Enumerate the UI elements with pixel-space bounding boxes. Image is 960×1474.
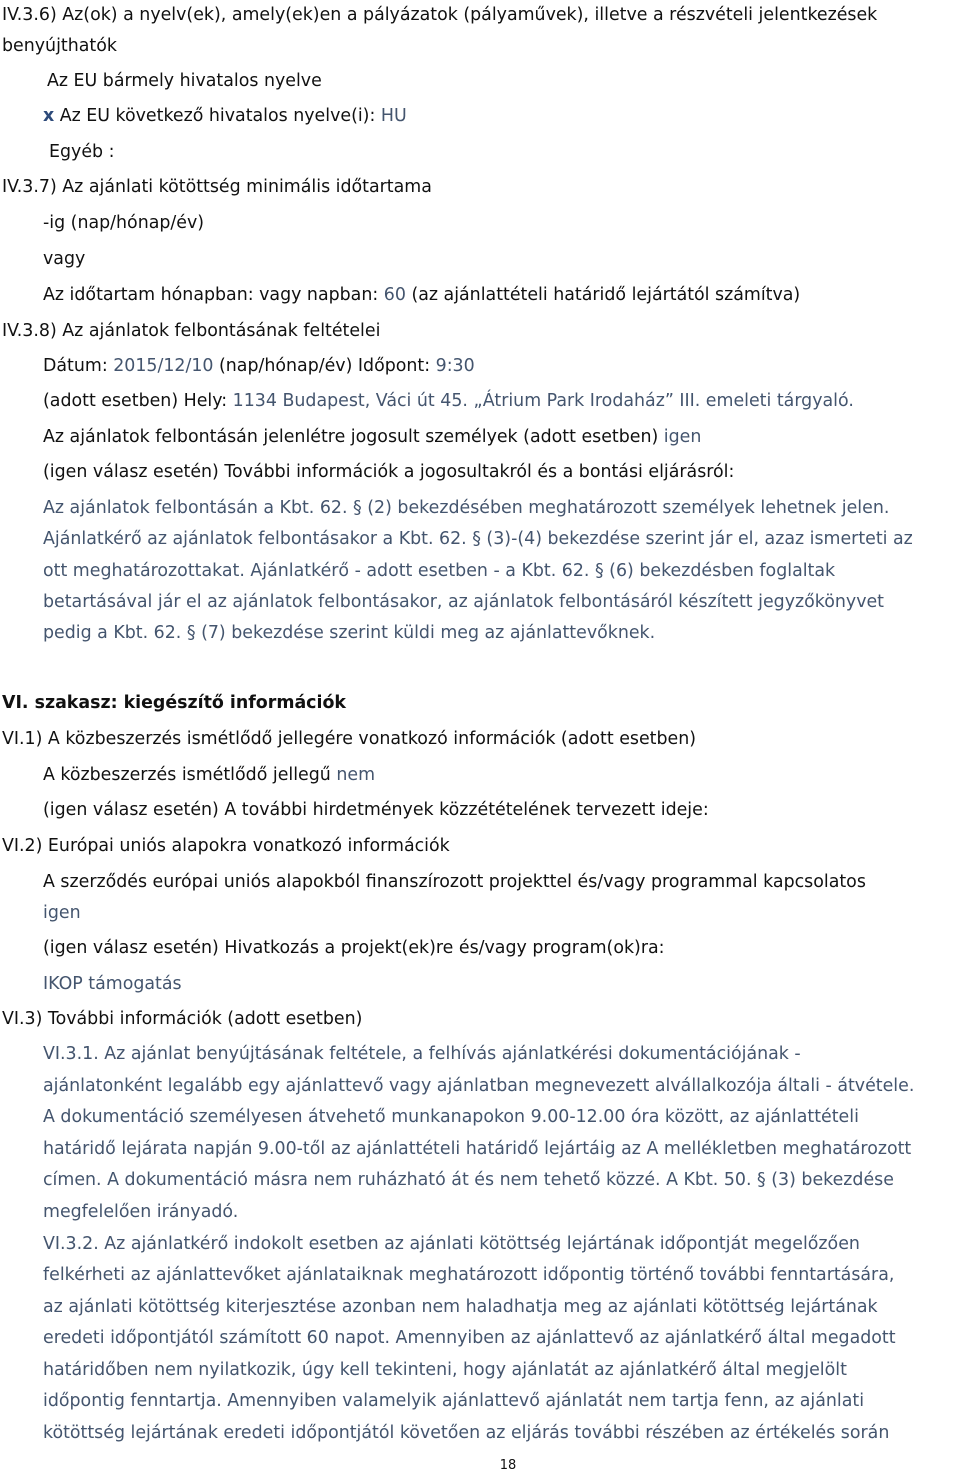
validity-duration-note: (az ajánlattételi határidő lejártától számítva): [411, 285, 801, 305]
eu-funds-reference-value: IKOP támogatás: [43, 974, 182, 994]
page-number: 18: [499, 1458, 517, 1473]
language-option-label: Az EU következő hivatalos nyelve(i):: [59, 106, 376, 126]
section-iv36-title: IV.3.6) Az(ok) a nyelv(ek), amely(ek)en a pályázatok (pályaművek), illetve a részvételi jelentkezések: [2, 5, 878, 25]
opening-date-line: [43, 355, 475, 377]
section-iv36-title-cont: benyújthatók: [2, 36, 117, 56]
validity-or: vagy: [43, 249, 86, 269]
opening-persons-label: Az ajánlatok felbontásán jelenlétre jogosult személyek (adott esetben): [43, 427, 659, 447]
language-value: HU: [380, 106, 407, 126]
eu-funds-reference-label: (igen válasz esetén) Hivatkozás a projekt(ek)re és/vagy program(ok)ra:: [43, 938, 665, 958]
recurring-label: A közbeszerzés ismétlődő jellegű: [43, 765, 331, 785]
section-iv38-title: IV.3.8) Az ajánlatok felbontásának feltételei: [2, 321, 381, 341]
opening-time-value: 9:30: [435, 356, 475, 376]
validity-duration-value: 60: [383, 285, 406, 305]
recurring-line: [43, 764, 375, 786]
opening-place-line: [43, 390, 854, 412]
opening-info-line: Ajánlatkérő az ajánlatok felbontásakor a Kbt. 62. § (3)-(4) bekezdése szerint jár el, azaz ismerteti az: [43, 529, 913, 549]
opening-info-line: Az ajánlatok felbontásán a Kbt. 62. § (2) bekezdésében meghatározott személyek lehetnek jelen.: [43, 498, 890, 518]
validity-date-line: -ig (nap/hónap/év): [43, 213, 205, 233]
additional-info-line: VI.3.1. Az ajánlat benyújtásának feltétele, a felhívás ajánlatkérési dokumentációjának -: [43, 1044, 801, 1064]
additional-info-line: időpontig fenntartja. Amennyiben valamelyik ajánlattevő ajánlatát nem tartja fenn, az ajánlati: [43, 1391, 865, 1411]
section-vi1-title: VI.1) A közbeszerzés ismétlődő jellegére vonatkozó információk (adott esetben): [2, 729, 697, 749]
opening-place-value: 1134 Budapest, Váci út 45. „Átrium Park Irodaház” III. emeleti tárgyaló.: [232, 391, 854, 411]
additional-info-line: kötöttség lejártának eredeti időpontjától követően az eljárás további részében az értékelés során: [43, 1423, 890, 1443]
recurring-value: nem: [336, 765, 376, 785]
section-vi-heading: VI. szakasz: kiegészítő információk: [2, 693, 346, 713]
language-option-specific: [43, 105, 407, 127]
additional-info-line: címen. A dokumentáció másra nem ruházható át és nem tehető közzé. A Kbt. 50. § (3) bekezdése: [43, 1170, 894, 1190]
opening-persons-value: igen: [663, 427, 702, 447]
additional-info-line: megfelelően irányadó.: [43, 1202, 239, 1222]
eu-funds-value: igen: [43, 903, 81, 923]
additional-info-line: az ajánlati kötöttség kiterjesztése azonban nem haladhatja meg az ajánlati kötöttség lejártának: [43, 1297, 878, 1317]
additional-info-line: felkérheti az ajánlattevőket ajánlataiknak meghatározott időpontig történő további fenntartására,: [43, 1265, 895, 1285]
additional-info-line: ajánlatonként legalább egy ajánlattevő vagy ajánlatban megnevezett alvállalkozója általi - átvétele.: [43, 1076, 915, 1096]
opening-date-format: (nap/hónap/év) Időpont:: [219, 356, 431, 376]
checked-mark: x: [43, 106, 55, 126]
validity-duration-label: Az időtartam hónapban: vagy napban:: [43, 285, 379, 305]
opening-date-label: Dátum:: [43, 356, 108, 376]
validity-duration: [43, 284, 800, 306]
opening-persons-line: [43, 426, 701, 448]
opening-date-value: 2015/12/10: [113, 356, 214, 376]
language-option-other: Egyéb :: [49, 142, 115, 162]
opening-info-label: (igen válasz esetén) További információk a jogosultakról és a bontási eljárásról:: [43, 462, 735, 482]
language-option-any: Az EU bármely hivatalos nyelve: [47, 71, 322, 91]
additional-info-line: határidőben nem nyilatkozik, úgy kell tekinteni, hogy ajánlatát az ajánlatkérő által megjelölt: [43, 1360, 847, 1380]
additional-info-line: VI.3.2. Az ajánlatkérő indokolt esetben az ajánlati kötöttség lejártának időpontját megelőzően: [43, 1234, 860, 1254]
additional-info-line: A dokumentáció személyesen átvehető munkanapokon 9.00-12.00 óra között, az ajánlattételi: [43, 1107, 859, 1127]
opening-place-label: (adott esetben) Hely:: [43, 391, 228, 411]
section-iv37-title: IV.3.7) Az ajánlati kötöttség minimális időtartama: [2, 177, 432, 197]
section-vi3-title: VI.3) További információk (adott esetben): [2, 1009, 363, 1029]
additional-info-line: eredeti időpontjától számított 60 napot. Amennyiben az ajánlattevő az ajánlatkérő által megadott: [43, 1328, 896, 1348]
eu-funds-question: A szerződés európai uniós alapokból finanszírozott projekttel és/vagy programmal kapcsolatos: [43, 872, 866, 892]
opening-info-line: betartásával jár el az ajánlatok felbontásakor, az ajánlatok felbontásáról készített jegyzőkönyvet: [43, 592, 884, 612]
opening-info-line: ott meghatározottakat. Ajánlatkérő - adott esetben - a Kbt. 62. § (6) bekezdésben foglaltak: [43, 561, 836, 581]
additional-info-line: határidő lejárata napján 9.00-től az ajánlattételi határidő lejártáig az A mellékletben meghatározott: [43, 1139, 912, 1159]
section-vi2-title: VI.2) Európai uniós alapokra vonatkozó információk: [2, 836, 450, 856]
recurring-timing: (igen válasz esetén) A további hirdetmények közzétételének tervezett ideje:: [43, 800, 709, 820]
opening-info-line: pedig a Kbt. 62. § (7) bekezdése szerint küldi meg az ajánlattevőknek.: [43, 623, 656, 643]
